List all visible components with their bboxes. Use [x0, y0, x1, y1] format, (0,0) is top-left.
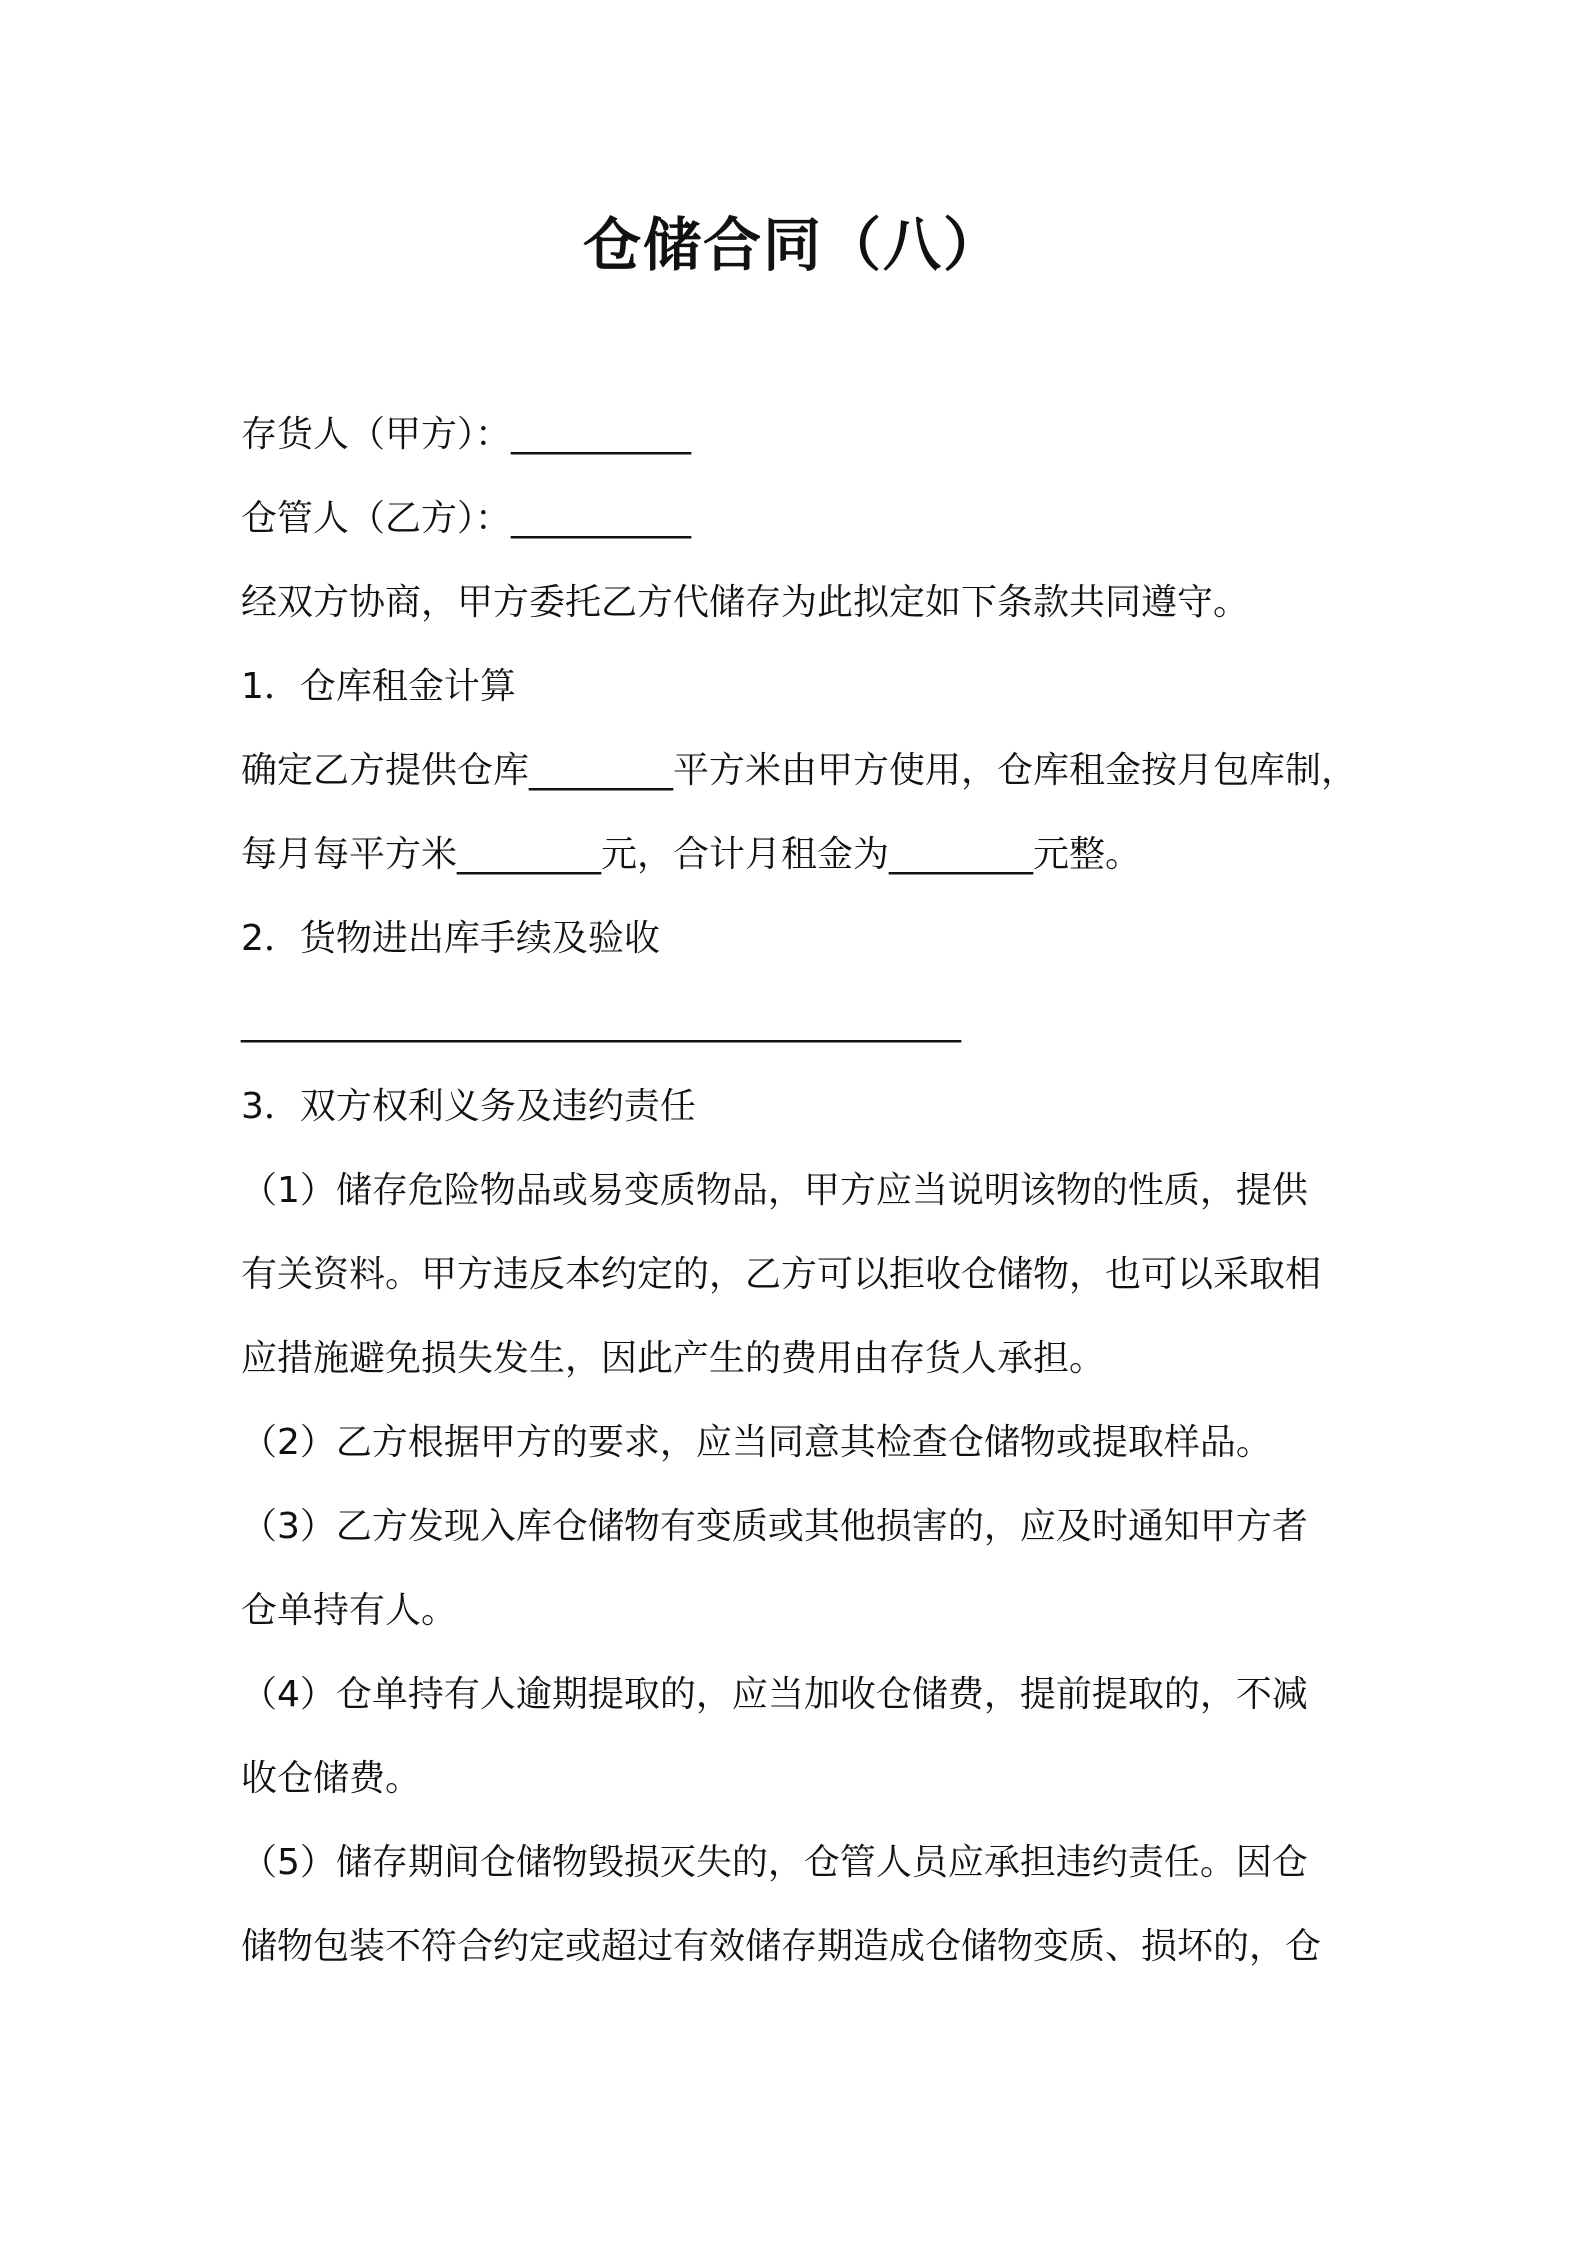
clause-text-line: 应措施避免损失发生，因此产生的费用由存货人承担。 — [241, 1338, 1106, 1379]
clause-text-line: （3）乙方发现入库仓储物有变质或其他损害的，应及时通知甲方者 — [241, 1506, 1308, 1547]
section-2-blank-line: ________________________________________ — [241, 1002, 961, 1043]
clause-text-line: （4）仓单持有人逾期提取的，应当加收仓储费，提前提取的，不减 — [241, 1674, 1308, 1715]
section-1-text-line: 确定乙方提供仓库________平方米由甲方使用，仓库租金按月包库制， — [241, 750, 1358, 791]
section-3-heading: 3．双方权利义务及违约责任 — [241, 1086, 696, 1127]
clause-text-line: （1）储存危险物品或易变质物品，甲方应当说明该物的性质，提供 — [241, 1170, 1308, 1211]
document-title: 仓储合同（八） — [582, 211, 1003, 279]
section-1-heading: 1．仓库租金计算 — [241, 666, 516, 707]
preamble-text: 经双方协商，甲方委托乙方代储存为此拟定如下条款共同遵守。 — [241, 582, 1250, 623]
clause-text-line: 有关资料。甲方违反本约定的，乙方可以拒收仓储物，也可以采取相 — [241, 1254, 1322, 1295]
clause-text-line: （2）乙方根据甲方的要求，应当同意其检查仓储物或提取样品。 — [241, 1422, 1272, 1463]
depositor-party-a-line: 存货人（甲方）：__________ — [241, 414, 692, 455]
clause-text-line: 仓单持有人。 — [241, 1590, 458, 1631]
clause-text-line: 收仓储费。 — [241, 1758, 422, 1799]
section-1-text-line: 每月每平方米________元，合计月租金为________元整。 — [241, 834, 1142, 875]
section-2-heading: 2．货物进出库手续及验收 — [241, 918, 660, 959]
clause-text-line: 储物包装不符合约定或超过有效储存期造成仓储物变质、损坏的，仓 — [241, 1926, 1322, 1967]
custodian-party-b-line: 仓管人（乙方）：__________ — [241, 498, 692, 539]
clause-text-line: （5）储存期间仓储物毁损灭失的，仓管人员应承担违约责任。因仓 — [241, 1842, 1308, 1883]
